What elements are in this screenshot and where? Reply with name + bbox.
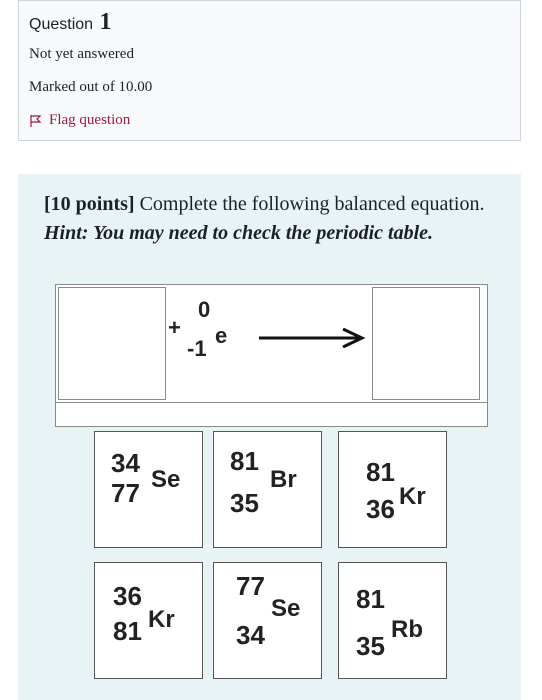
electron-mass-number: 0 bbox=[198, 297, 211, 322]
tile-bottom-number: 81 bbox=[113, 616, 142, 646]
question-hint: Hint: You may need to check the periodic table. bbox=[44, 222, 434, 244]
plus-sign: + bbox=[168, 315, 181, 340]
tile-se-34-77[interactable] bbox=[94, 431, 203, 548]
drop-area-divider bbox=[56, 402, 487, 403]
tile-element-symbol: Br bbox=[270, 466, 297, 493]
question-grade: Marked out of 10.00 bbox=[29, 79, 153, 95]
tile-kr-81-36[interactable] bbox=[338, 431, 447, 548]
tile-bottom-number: 77 bbox=[111, 478, 140, 508]
tile-element-symbol: Se bbox=[151, 466, 181, 493]
tile-bottom-number: 34 bbox=[236, 620, 265, 650]
tile-element-symbol: Rb bbox=[391, 616, 423, 643]
flag-question-label: Flag question bbox=[49, 112, 131, 128]
tile-top-number: 36 bbox=[113, 581, 142, 611]
reaction-arrow bbox=[259, 328, 369, 348]
question-number-value: 1 bbox=[99, 9, 112, 35]
tile-bottom-number: 35 bbox=[230, 488, 259, 518]
tile-kr-36-81[interactable] bbox=[94, 562, 203, 679]
electron-symbol: e bbox=[215, 323, 228, 348]
tile-top-number: 81 bbox=[366, 457, 395, 487]
tile-element-symbol: Se bbox=[271, 595, 301, 622]
tile-bottom-number: 35 bbox=[356, 631, 385, 661]
flag-icon bbox=[29, 114, 43, 128]
tile-top-number: 81 bbox=[230, 446, 259, 476]
tile-top-number: 77 bbox=[236, 571, 265, 601]
tile-top-number: 34 bbox=[111, 448, 140, 478]
tile-element-symbol: Kr bbox=[399, 483, 426, 510]
flag-question-link[interactable] bbox=[29, 112, 130, 129]
question-label: Question bbox=[29, 16, 94, 33]
question-text bbox=[44, 190, 504, 248]
drop-zone-reactant[interactable] bbox=[58, 287, 166, 400]
question-state: Not yet answered bbox=[29, 46, 134, 62]
tile-rb-81-35[interactable] bbox=[338, 562, 447, 679]
electron-charge-number: -1 bbox=[187, 336, 207, 361]
tile-element-symbol: Kr bbox=[148, 606, 175, 633]
question-number bbox=[29, 9, 112, 36]
drop-zone-product[interactable] bbox=[372, 287, 480, 400]
tile-top-number: 81 bbox=[356, 584, 385, 614]
question-points: [10 points] bbox=[44, 193, 135, 215]
question-info-panel bbox=[18, 0, 521, 141]
tile-se-77-34[interactable] bbox=[213, 562, 322, 679]
tile-br-81-35[interactable] bbox=[213, 431, 322, 548]
question-prompt: Complete the following balanced equation. bbox=[134, 193, 485, 215]
tile-bottom-number: 36 bbox=[366, 494, 395, 524]
question-content bbox=[18, 174, 521, 700]
drag-drop-area bbox=[55, 284, 488, 427]
